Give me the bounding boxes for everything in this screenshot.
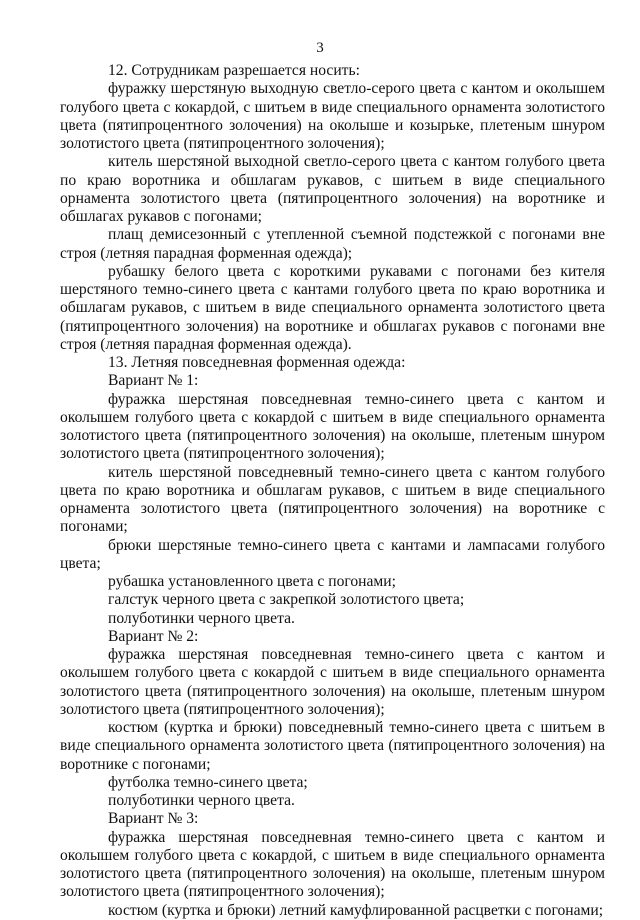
paragraph: китель шерстяной выходной светло-серого цвета с кантом голубого цвета по краю воротника и обшлагам рукавов, с шитьем в виде специального орнамента золотистого цвета (пятипроцентного золочения) на воротнике и обшлагах рукавов с погонами; bbox=[60, 153, 605, 225]
paragraph: фуражку шерстяную выходную светло-серого цвета с кантом и околышем голубого цвета с кокардой, с шитьем в виде специального орнамента золотистого цвета (пятипроцентного золочения) на околыше и козырьке, плетеным шнуром золотистого цвета (пятипроцентного золочения); bbox=[60, 80, 605, 152]
paragraph: галстук черного цвета с закрепкой золотистого цвета; bbox=[108, 591, 465, 609]
paragraph: рубашка установленного цвета с погонами; bbox=[108, 573, 396, 590]
paragraph: китель шерстяной повседневный темно-синего цвета с кантом голубого цвета по краю воротника и обшлагам рукавов, с шитьем в виде специального орнамента золотистого цвета (пятипроцентного золочения) на воротнике с погонами; bbox=[60, 463, 605, 536]
paragraph: полуботинки черного цвета. bbox=[108, 792, 295, 809]
variant-heading: Вариант № 1: bbox=[108, 372, 199, 390]
variant-heading: Вариант № 3: bbox=[108, 810, 199, 828]
paragraph: плащ демисезонный с утепленной съемной подстежкой с погонами вне строя (летняя парадная форменная одежда); bbox=[60, 226, 605, 262]
paragraph: фуражка шерстяная повседневная темно-синего цвета с кантом и околышем голубого цвета с кокардой с шитьем в виде специального орнамента золотистого цвета (пятипроцентного золочения) на околыше, плетеным шнуром золотистого цвета (пятипроцентного золочения); bbox=[60, 390, 605, 463]
paragraph: фуражка шерстяная повседневная темно-синего цвета с кантом и околышем голубого цвета с кокардой, с шитьем в виде специального орнамента золотистого цвета (пятипроцентного золочения) на околыше, плетеным шнуром золотистого цвета (пятипроцентного золочения); bbox=[60, 828, 605, 901]
document-body bbox=[60, 62, 605, 920]
paragraph: брюки шерстяные темно-синего цвета с кантами и лампасами голубого цвета; bbox=[60, 536, 605, 572]
paragraph: костюм (куртка и брюки) летний камуфлированной расцветки с погонами; bbox=[108, 901, 604, 919]
variant-heading: Вариант № 2: bbox=[108, 627, 199, 645]
paragraph-12-intro: 12. Сотрудникам разрешается носить: bbox=[108, 62, 360, 79]
scan-artifact bbox=[288, 852, 292, 858]
page-number: 3 bbox=[316, 40, 324, 56]
paragraph: рубашку белого цвета с короткими рукавами с погонами без кителя шерстяного темно-синего цвета с кантами голубого цвета по краю воротника и обшлагам рукавов, с шитьем в виде специального орнамента золотистого цвета (пятипроцентного золочения) на воротнике и обшлагах рукавов с погонами вне строя (летняя парадная форменная одежда). bbox=[60, 262, 605, 353]
paragraph: костюм (куртка и брюки) повседневный темно-синего цвета с шитьем в виде специального орнамента золотистого цвета (пятипроцентного золочения) на воротнике с погонами; bbox=[60, 719, 605, 773]
paragraph: футболка темно-синего цвета; bbox=[108, 773, 308, 791]
paragraph: полуботинки черного цвета. bbox=[108, 609, 295, 627]
paragraph-13-heading: 13. Летняя повседневная форменная одежда: bbox=[108, 354, 406, 371]
paragraph: фуражка шерстяная повседневная темно-синего цвета с кантом и околышем голубого цвета с кокардой с шитьем в виде специального орнамента золотистого цвета (пятипроцентного золочения) на околыше, плетеным шнуром золотистого цвета (пятипроцентного золочения); bbox=[60, 646, 605, 718]
